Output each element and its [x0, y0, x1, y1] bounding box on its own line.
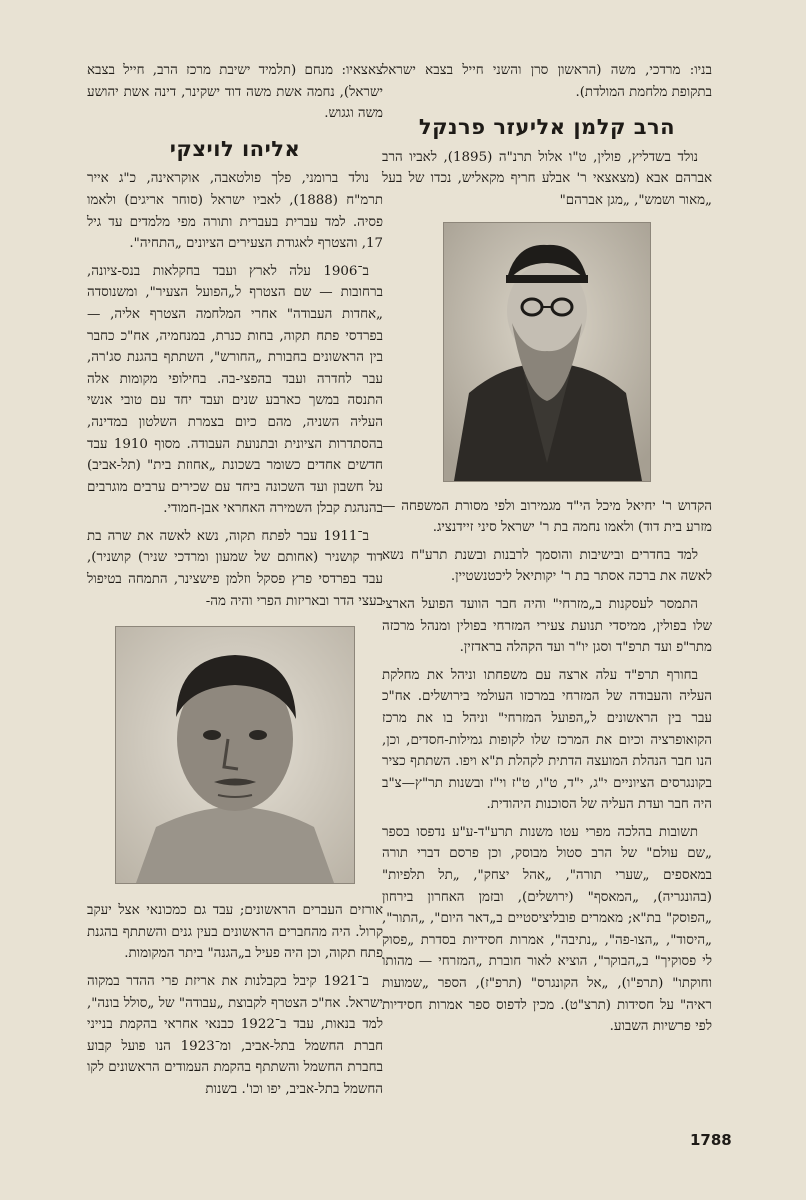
- lovitsky-para-3: ב־1911 עבר לפתח תקוה, נשא לאשה את שרה בת דוד קושניר (אחותם של שמעון ומרדכי שניר) קושניר), עבד בפרדסי פרץ פסקל וזלמן פישצינר, התמחה בטיפול בעצי הדר ובאריזות הפרי והיה מה-: [87, 528, 383, 609]
- lovitsky-para-1: נולד ברומני, פלך פולטאבה, אוקראינה, כ"ג אייר תרמ"ח (1888), לאביו ישראל (סוחר אריגים) ולאמו פסיה. למד עברית בעברית ותורה מפי מלמדים עד גיל 17, והצטרף לאגודת הצעירים הציונים „התחיה".: [87, 171, 383, 252]
- lovitsky-para-5: ב־1921 קיבל בקבלנות את אריזת פרי ההדר במקוה ישראל. אח"כ הצטרף לקבוצת „עבודה" של „סולל בונה", למד בנאות, עבד ב־1922 כבנאי אחראי בהקמת בנייני חברת החשמל בתל-אביב, ומ־1923 הנו פועל קבוע בחברת החשמל והשתתף בהקמת העמודים הראשונים לקו החשמל בתל-אביב, יפו וכו'. בשנות: [87, 974, 383, 1097]
- portrait-photo-frankel: [443, 222, 651, 482]
- left-column: [87, 60, 383, 1107]
- page-number: 1788: [690, 1131, 732, 1149]
- frankel-para-4: בחורף תרפ"ד עלה ארצה עם משפחתו וניהל את מחלקת העליה והעבודה של המזרחי במרכזו העולמי בירושלים. אח"כ עבר בין הראשונים ל„הפועל המזרחי" וניהל בו את מרכז הקואופרציה וכיום את המרכז שלו לקופות גמילות-חסדים, וכן, הנו חבר הנהלת המועצה הדתית לקהלת ת"א ויפו. השתתף כציר בקונגרסים הציוניים י"ג, י"ד, ט"ו, ט"ז וי"ז ובשנות תר"ץ—צ"ב היה חבר ועדת העליה של הסוכנות היהודית.: [382, 667, 712, 813]
- lovitsky-para-2: ב־1906 עלה לארץ ועבד בחקלאות בנס-ציונה, ברחובות — שם הצטרף ל„הפועל הצעיר", ומשנוסדה „אחדות העבודה" אחרי המלחמה הצטרף אליה, — בפרדסי פתח תקוה, בחות כנרת, במנחמיה, אח"כ כחבר בין הראשונים בחבורת „החורש", השתתף בהגנת סג'רה, עבר לחדרה ועבד בהפצי-בה. בחילופי מקומות אלה התנסה במשך כארבע שנים ועבד יחד עם טובי אנשי העליה השניה, מהם כיום בצמרת השלטון במדינה, בהסתדרות הציונית ובתנועת העבודה. מסוף 1910 עבד חדשים אחדים כשומר בשכונת „אחוזת בית" (תל-אביב) על חשבון ועד השכונה ביחד עם שכירים ערבים מוגרבים בהנהגת קבלן השמירה האחראי אבן-חמודי.: [87, 263, 383, 517]
- frankel-para-3: התמסר לעסקנות ב„מזרחי" והיה חבר הוועד הפועל הארצי שלו בפולין, ממיסדי תנועת צעירי המזרחי בפולין ומנהל מרכזה מתר"פ ועד תרפ"ד וסגן יו"ר ועד הקהלה בראדזין.: [382, 596, 712, 656]
- portrait-frankel-image: [444, 223, 650, 481]
- lovitsky-para-4: אורזים העברים הראשונים; עבד גם כמכונאי אצל יעקב קרול. היה מהחברים הראשונים בעין גנים והשתתף בהגנת פתח תקוה, וכן היה פעיל ב„הגנה" ביתר המקומות.: [87, 903, 383, 962]
- frankel-para-1: הקדוש ר' יחיאל מיכל הי"ד מגמירוב ולפי מסורת המשפחה — מזרע בית דוד) ולאמו נחמה בת ר' ישראל סיני זיידנציג.: [382, 498, 712, 536]
- article-title-lovitsky: אליהו לויצקי: [169, 136, 301, 161]
- portrait-photo-lovitsky: [115, 626, 355, 884]
- frankel-para-intro: נולד בשדליץ, פולין, ט"ו אלול תרנ"ה (1895), לאביו הרב אברהם אבא (מצאצאי ר' אבלע חריף מקאליש, נכדו של בעל „מאור ושמש", „מגן אברהם": [382, 149, 712, 208]
- portrait-lovitsky-image: [116, 627, 354, 883]
- frankel-para-5: תשובות בהלכה מפרי עטו משנות תרע"ד-ע"ע נדפסו בספר „שם עולם" של הרב סטול מבוסק, וכן פרסם דברי תורה במאספים „שערי תורה", „אהל יצחק", „תל תלפיות" (בהונגריה), „המאסף" (ירושלים), ובזמן האחרון בירחון „הפוסק" בת"א; מאמרים פובליציסטיים ב„דאר היום", „התור", „היסוד", „הצו-פה", „נתיבה", אמרות חסידיות בסדרת „פסוק לי פסוקיך" ב„הבוקר", הוציא לאור חוברת „המזרחי — מהותו וחוקתו" (תרפ"ו), „אל הקונגרס" (תרפ"ז), הספר „שמועות ראיה" על חסידות (תרצ"ט). מכין לדפוס ספר אמרות חסידיות לפי פרשיות השבוע.: [382, 824, 712, 1035]
- right-column: [382, 60, 712, 1044]
- left-intro-text: צאצאיו: מנחם (תלמיד ישיבת מרכז הרב, חייל בצבא ישראל), נחמה אשת משה דוד ישקינר, דינה אשת יהושע משה וגגוש.: [87, 63, 383, 122]
- frankel-para-2: למד בחדרים ובישיבות והוסמך לרבנות ובשנת תרע"ח נשא לאשה את ברכה אסתר בת ר' יקותיאל ליכטנשטיין.: [382, 547, 712, 585]
- article-title-frankel: הרב קלמן אליעזר פרנקל: [418, 115, 676, 140]
- right-intro-text: בניו: מרדכי, משה (הראשון סרן והשני חייל בצבא ישראל בתקופת מלחמת המולדת).: [382, 63, 712, 100]
